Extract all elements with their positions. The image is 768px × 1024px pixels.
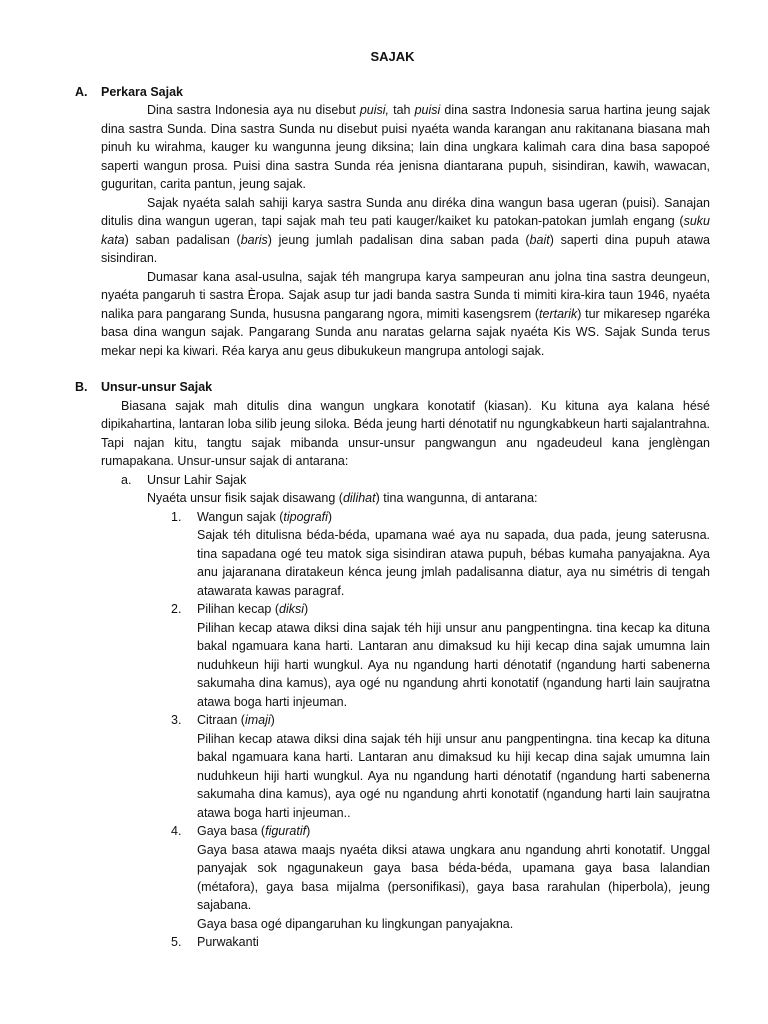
section-b-heading: [75, 378, 710, 397]
italic-term: tipografi: [283, 509, 328, 524]
text-run: Gaya basa (: [197, 824, 266, 838]
section-a-letter: A.: [75, 84, 88, 99]
list-item-number: 5.: [171, 935, 182, 949]
text-run: dina sastra Indonesia sarua hartina jeung sajak dina sastra Sunda. Dina sastra Sunda nu disebut puisi nyaéta wanda karangan anu rakitanana biasana mah pinuh ku wirahma, kauger ku wangunna jeung diksina; lain dina ungkara kalimah cara dina basa sapopoé saperti wangun prosa. Puisi dina sastra Sunda réa jenisna diantarana pupuh, sisindiran, kawih, wawacan, guguritan, carita pantun, jeung sajak.: [101, 103, 710, 191]
section-spacer: [75, 360, 710, 378]
text-run: Pilihan kecap atawa diksi dina sajak téh hiji unsur anu pangpentingna. tina kecap ka dituna bakal ngamuara kana harti. Lantaran anu dimaksud ku hiji kecap dina sajak umumna lain nuduhkeun hiji harti wungkul. Aya nu ngandung harti dénotatif (ngandung harti sabenerna sakumaha dina kamus), aya ogé nu ngandung ahrti konotatif (ngandung harti lain saujratna atawa boga harti injeuman.: [197, 620, 710, 709]
list-item: [171, 600, 710, 711]
list-item-paragraph: [197, 915, 710, 934]
section-a-paragraph-2: [101, 194, 710, 268]
list-item-paragraph: [197, 619, 710, 712]
list-item-number: 4.: [171, 824, 182, 838]
section-b-body: [101, 397, 710, 952]
italic-term: dilihat: [342, 491, 376, 505]
italic-term: puisi,: [359, 103, 390, 117]
section-a-paragraph-1: [101, 101, 710, 194]
text-run: Dina sastra Indonesia aya nu disebut: [147, 103, 360, 117]
list-item-heading: [197, 508, 710, 527]
italic-term: suku kata: [101, 214, 710, 247]
text-run: tah: [389, 103, 415, 117]
italic-term: puisi: [414, 103, 441, 117]
text-run: Pilihan kecap atawa diksi dina sajak téh hiji unsur anu pangpentingna. tina kecap ka dituna bakal ngamuara kana harti. Lantaran anu dimaksud ku hiji kecap dina sajak umumna lain nuduhkeun hiji harti wungkul. Aya nu ngandung harti dénotatif (ngandung harti sabenerna sakumaha dina kamus), aya ogé nu ngandung ahrti konotatif (ngandung harti lain saujratna atawa boga harti injeuman..: [197, 731, 710, 820]
subsection-a-heading: [121, 471, 710, 490]
italic-term: tertarik: [539, 306, 578, 321]
text-run: Nyaéta unsur fisik sajak disawang (: [147, 491, 343, 505]
list-item: [171, 711, 710, 822]
list-item-heading: [197, 600, 710, 619]
italic-term: baris: [240, 232, 268, 247]
text-run: Gaya basa atawa maajs nyaéta diksi atawa ungkara anu ngandung ahrti konotatif. Unggal panyajak sok ngagunakeun gaya basa béda-béda, upamana gaya basa lalandian (métafora), gaya basa mijalma (personifikasi), gaya basa rarahulan (hiperbola), jeung sajabana.: [197, 842, 710, 912]
italic-term: diksi: [279, 602, 305, 616]
text-run: ) saban padalisan (: [124, 232, 241, 247]
text-run: Wangun sajak (: [197, 509, 284, 524]
text-run: Sajak nyaéta salah sahiji karya sastra Sunda anu diréka dina wangun basa ugeran (puisi). Sanajan ditulis dina wangun ugeran, tapi sajak mah teu pati kauger/kaiket ku patokan-patokan jumlah engang (: [101, 195, 710, 228]
italic-term: imaji: [244, 713, 271, 727]
list-item-paragraph: [197, 841, 710, 915]
text-run: ) tur mikaresep ngaréka basa dina wangun sajak. Pangarang Sunda anu naratas gelarna sajak nyaéta Kis WS. Sajak Sunda terus mekar nepi ka kiwari. Réa karya anu geus dibukukeun mangrupa antologi sajak.: [101, 306, 710, 358]
list-item: [171, 508, 710, 601]
text-run: Biasana sajak mah ditulis dina wangun ungkara konotatif (kiasan). Ku kituna aya kalana hésé dipikahartina, lantaran loba silib jeung siloka. Béda jeung harti dénotatif nu ngungkabkeun harti sajalantrahna. Tapi najan kitu, tangtu sajak mibanda unsur-unsur pangwangun anu ngadeudeul kana jenglèngan rumapakana. Unsur-unsur sajak di antarana:: [101, 398, 710, 468]
italic-term: bait: [529, 232, 550, 247]
text-run: Sajak téh ditulisna béda-béda, upamana waé aya nu sapada, dua pada, jeung saterusna. tina sapadana ogé teu matok siga sisindiran atawa pupuh, bébas kumaha panyajakna. Aya anu jajaranana diratakeun kénca jeung jmlah padalisanna diatur, aya nu simétris di tengah atawarata kawas paragraf.: [197, 528, 710, 598]
text-run: Dumasar kana asal-usulna, sajak téh mangrupa karya sampeuran anu jolna tina sastra deungeun, nyaéta pangaruh ti sastra Èropa. Sajak asup tur jadi banda sastra Sunda ti mimiti kira-kira taun 1946, nyaéta nalika para pangarang Sunda, hususna pangarang ngora, mimiti kasengsrem (: [101, 269, 710, 321]
section-b-title: Unsur-unsur Sajak: [101, 380, 213, 394]
text-run: ): [306, 824, 311, 838]
numbered-list: [101, 508, 710, 952]
text-run: Gaya basa ogé dipangaruhan ku lingkungan panyajakna.: [197, 916, 514, 931]
section-a-paragraph-3: [101, 268, 710, 361]
list-item-paragraph: [197, 526, 710, 600]
text-run: Pilihan kecap (: [197, 602, 279, 616]
list-item-number: 2.: [171, 602, 182, 616]
section-b-letter: B.: [75, 380, 88, 394]
text-run: ): [270, 713, 275, 727]
section-a-heading: [75, 83, 710, 102]
list-item-heading: [197, 933, 710, 952]
text-run: ): [327, 509, 333, 524]
text-run: ): [304, 602, 309, 616]
text-run: ) saperti dina pupuh atawa sisindiran.: [101, 232, 710, 265]
subsection-a-letter: a.: [121, 472, 132, 487]
list-item: [171, 822, 710, 933]
text-run: ) jeung jumlah padalisan dina saban pada (: [267, 232, 530, 247]
list-item-heading: [197, 711, 710, 730]
subsection-a-intro: [147, 489, 710, 508]
list-item: [171, 933, 710, 952]
list-item-paragraph: [197, 730, 710, 823]
text-run: Purwakanti: [197, 935, 259, 949]
list-item-number: 3.: [171, 713, 182, 727]
subsection-a-title: Unsur Lahir Sajak: [147, 472, 247, 487]
section-a-title: Perkara Sajak: [101, 84, 184, 99]
text-run: Citraan (: [197, 713, 245, 727]
section-b-intro: [101, 397, 710, 471]
text-run: ) tina wangunna, di antarana:: [375, 491, 538, 505]
section-a-body: [101, 101, 710, 360]
list-item-number: 1.: [171, 509, 182, 524]
document-title: SAJAK: [370, 49, 415, 64]
italic-term: figuratif: [265, 824, 307, 838]
list-item-heading: [197, 822, 710, 841]
